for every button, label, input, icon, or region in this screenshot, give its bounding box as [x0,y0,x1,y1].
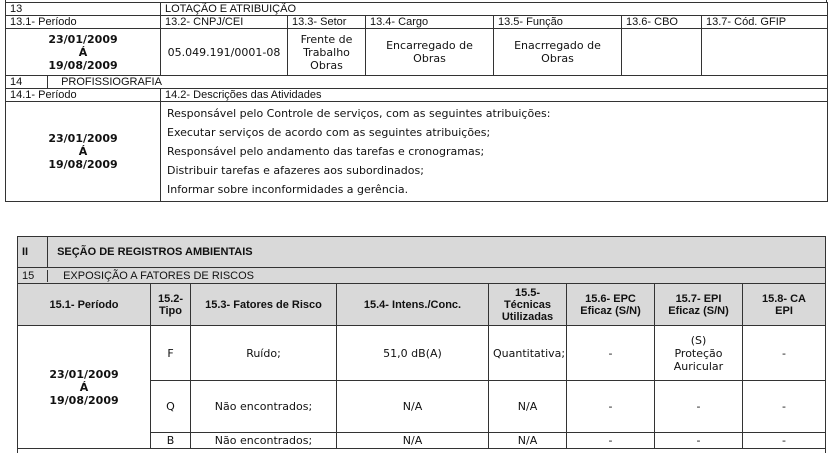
periodo-end: 19/08/2009 [48,158,118,171]
risk-intens: 51,0 dB(A) [337,326,489,381]
risk-epi: - [655,433,743,449]
setor-line: Frente de [300,32,353,46]
header-ca [743,284,826,326]
section-13-header [6,3,828,16]
section-ii-number: II [18,237,48,267]
risk-ca: - [743,381,826,433]
activity-line: Responsável pelo Controle de serviços, com as seguintes atribuições: [167,107,551,120]
section-15-header [18,268,826,284]
section-ii-title: SEÇÃO DE REGISTROS AMBIENTAIS [57,246,253,258]
header-cnpj: 13.2- CNPJ/CEI [161,16,288,29]
exposicao-periodo-cell [18,326,151,449]
section-ii-cell [18,237,826,268]
risk-epc: - [567,381,655,433]
risk-tecnica: Quantitativa; [489,326,567,381]
risk-ca: - [743,326,826,381]
header-line: Eficaz (S/N) [580,304,641,317]
section-14-data-row [6,102,828,202]
epi-line: Proteção [674,346,723,360]
header-line: Técnicas [503,298,552,311]
risk-ca: - [743,433,826,449]
header-tecnicas [489,284,567,326]
header-tipo [151,284,191,326]
section-15-cell [18,268,826,284]
risk-epi: - [655,381,743,433]
activity-line: Executar serviços de acordo com as seguintes atribuições; [167,126,491,139]
header-periodo: 13.1- Período [6,16,161,29]
risk-tecnica: N/A [489,381,567,433]
header-line: 15.5- [514,286,541,299]
section-ii-header [18,237,826,268]
cut-row [18,449,826,453]
section-14-header [6,76,828,89]
activity-line: Responsável pelo andamento das tarefas e cronogramas; [167,145,485,158]
risk-tecnica: N/A [489,433,567,449]
risk-tipo: Q [151,381,191,433]
periodo-end: 19/08/2009 [48,58,118,72]
periodo-start: 23/01/2009 [48,132,118,145]
header-fatores: 15.3- Fatores de Risco [191,284,337,326]
activity-line: Informar sobre inconformidades a gerência. [167,183,409,196]
periodo-separator: Á [78,145,88,158]
periodo-separator: Á [78,45,88,59]
risk-fator: Ruído; [191,326,337,381]
epi-line: Auricular [673,359,724,373]
header-periodo: 15.1- Período [18,284,151,326]
risk-intens: N/A [337,433,489,449]
section-13-number: 13 [6,3,161,16]
lotacao-profissiografia-table [5,2,828,202]
registros-ambientais-table [17,236,826,453]
header-line: 15.7- EPI [675,292,722,305]
header-line: 15.2- [157,292,184,305]
table-bottom-edge [18,449,826,453]
header-line: Utilizadas [501,310,554,323]
header-cbo: 13.6- CBO [622,16,702,29]
periodo-start: 23/01/2009 [49,367,119,381]
risk-fator: Não encontrados; [191,381,337,433]
section-13-title: LOTAÇÃO E ATRIBUIÇÃO [161,3,828,16]
section-15-title: EXPOSIÇÃO A FATORES DE RISCOS [63,269,254,282]
section-14-number-text: 14 [6,76,48,88]
setor-line: Trabalho [303,45,350,59]
header-epc [567,284,655,326]
risk-epi [655,326,743,381]
section-15-column-headers [18,284,826,326]
risk-epc: - [567,433,655,449]
epi-line: (S) [690,333,707,347]
periodo-start: 23/01/2009 [48,32,118,46]
header-cargo: 13.4- Cargo [366,16,494,29]
risk-fator: Não encontrados; [191,433,337,449]
header-intens: 15.4- Intens./Conc. [337,284,489,326]
funcao-line: Enacrregado de [514,39,601,52]
risk-tipo: F [151,326,191,381]
cargo-value: Encarregado de Obras [366,29,494,76]
periodo-cell [6,29,161,76]
section-13-column-headers [6,16,828,29]
section-14-column-headers [6,89,828,102]
header-setor: 13.3- Setor [288,16,366,29]
risk-tipo: B [151,433,191,449]
periodo-end: 19/08/2009 [49,393,119,407]
header-line: Eficaz (S/N) [668,304,729,317]
periodo-separator: Á [79,380,89,394]
header-prof-desc: 14.2- Descrições das Atividades [161,89,828,102]
gfip-value [702,29,828,76]
risk-row [18,326,826,381]
header-line: 15.6- EPC [585,292,636,305]
funcao-line: Obras [541,52,574,65]
prof-periodo-cell [6,102,161,202]
header-line: EPI [775,304,793,317]
setor-line: Obras [310,58,343,72]
risk-intens: N/A [337,381,489,433]
header-line: 15.8- CA [761,292,807,305]
activity-line: Distribuir tarefas e afazeres aos subordinados; [167,164,424,177]
section-14-title: PROFISSIOGRAFIA [61,76,162,88]
header-line: Tipo [158,304,182,317]
cnpj-value: 05.049.191/0001-08 [161,29,288,76]
activity-descriptions [161,102,828,202]
header-epi [655,284,743,326]
section-13-data-row [6,29,828,76]
risk-epc: - [567,326,655,381]
section-15-number: 15 [18,270,48,282]
cbo-value [622,29,702,76]
header-funcao: 13.5- Função [494,16,622,29]
section-14-number [6,76,828,89]
funcao-cell [494,29,622,76]
header-gfip: 13.7- Cód. GFIP [702,16,828,29]
setor-cell [288,29,366,76]
header-prof-periodo: 14.1- Período [6,89,161,102]
